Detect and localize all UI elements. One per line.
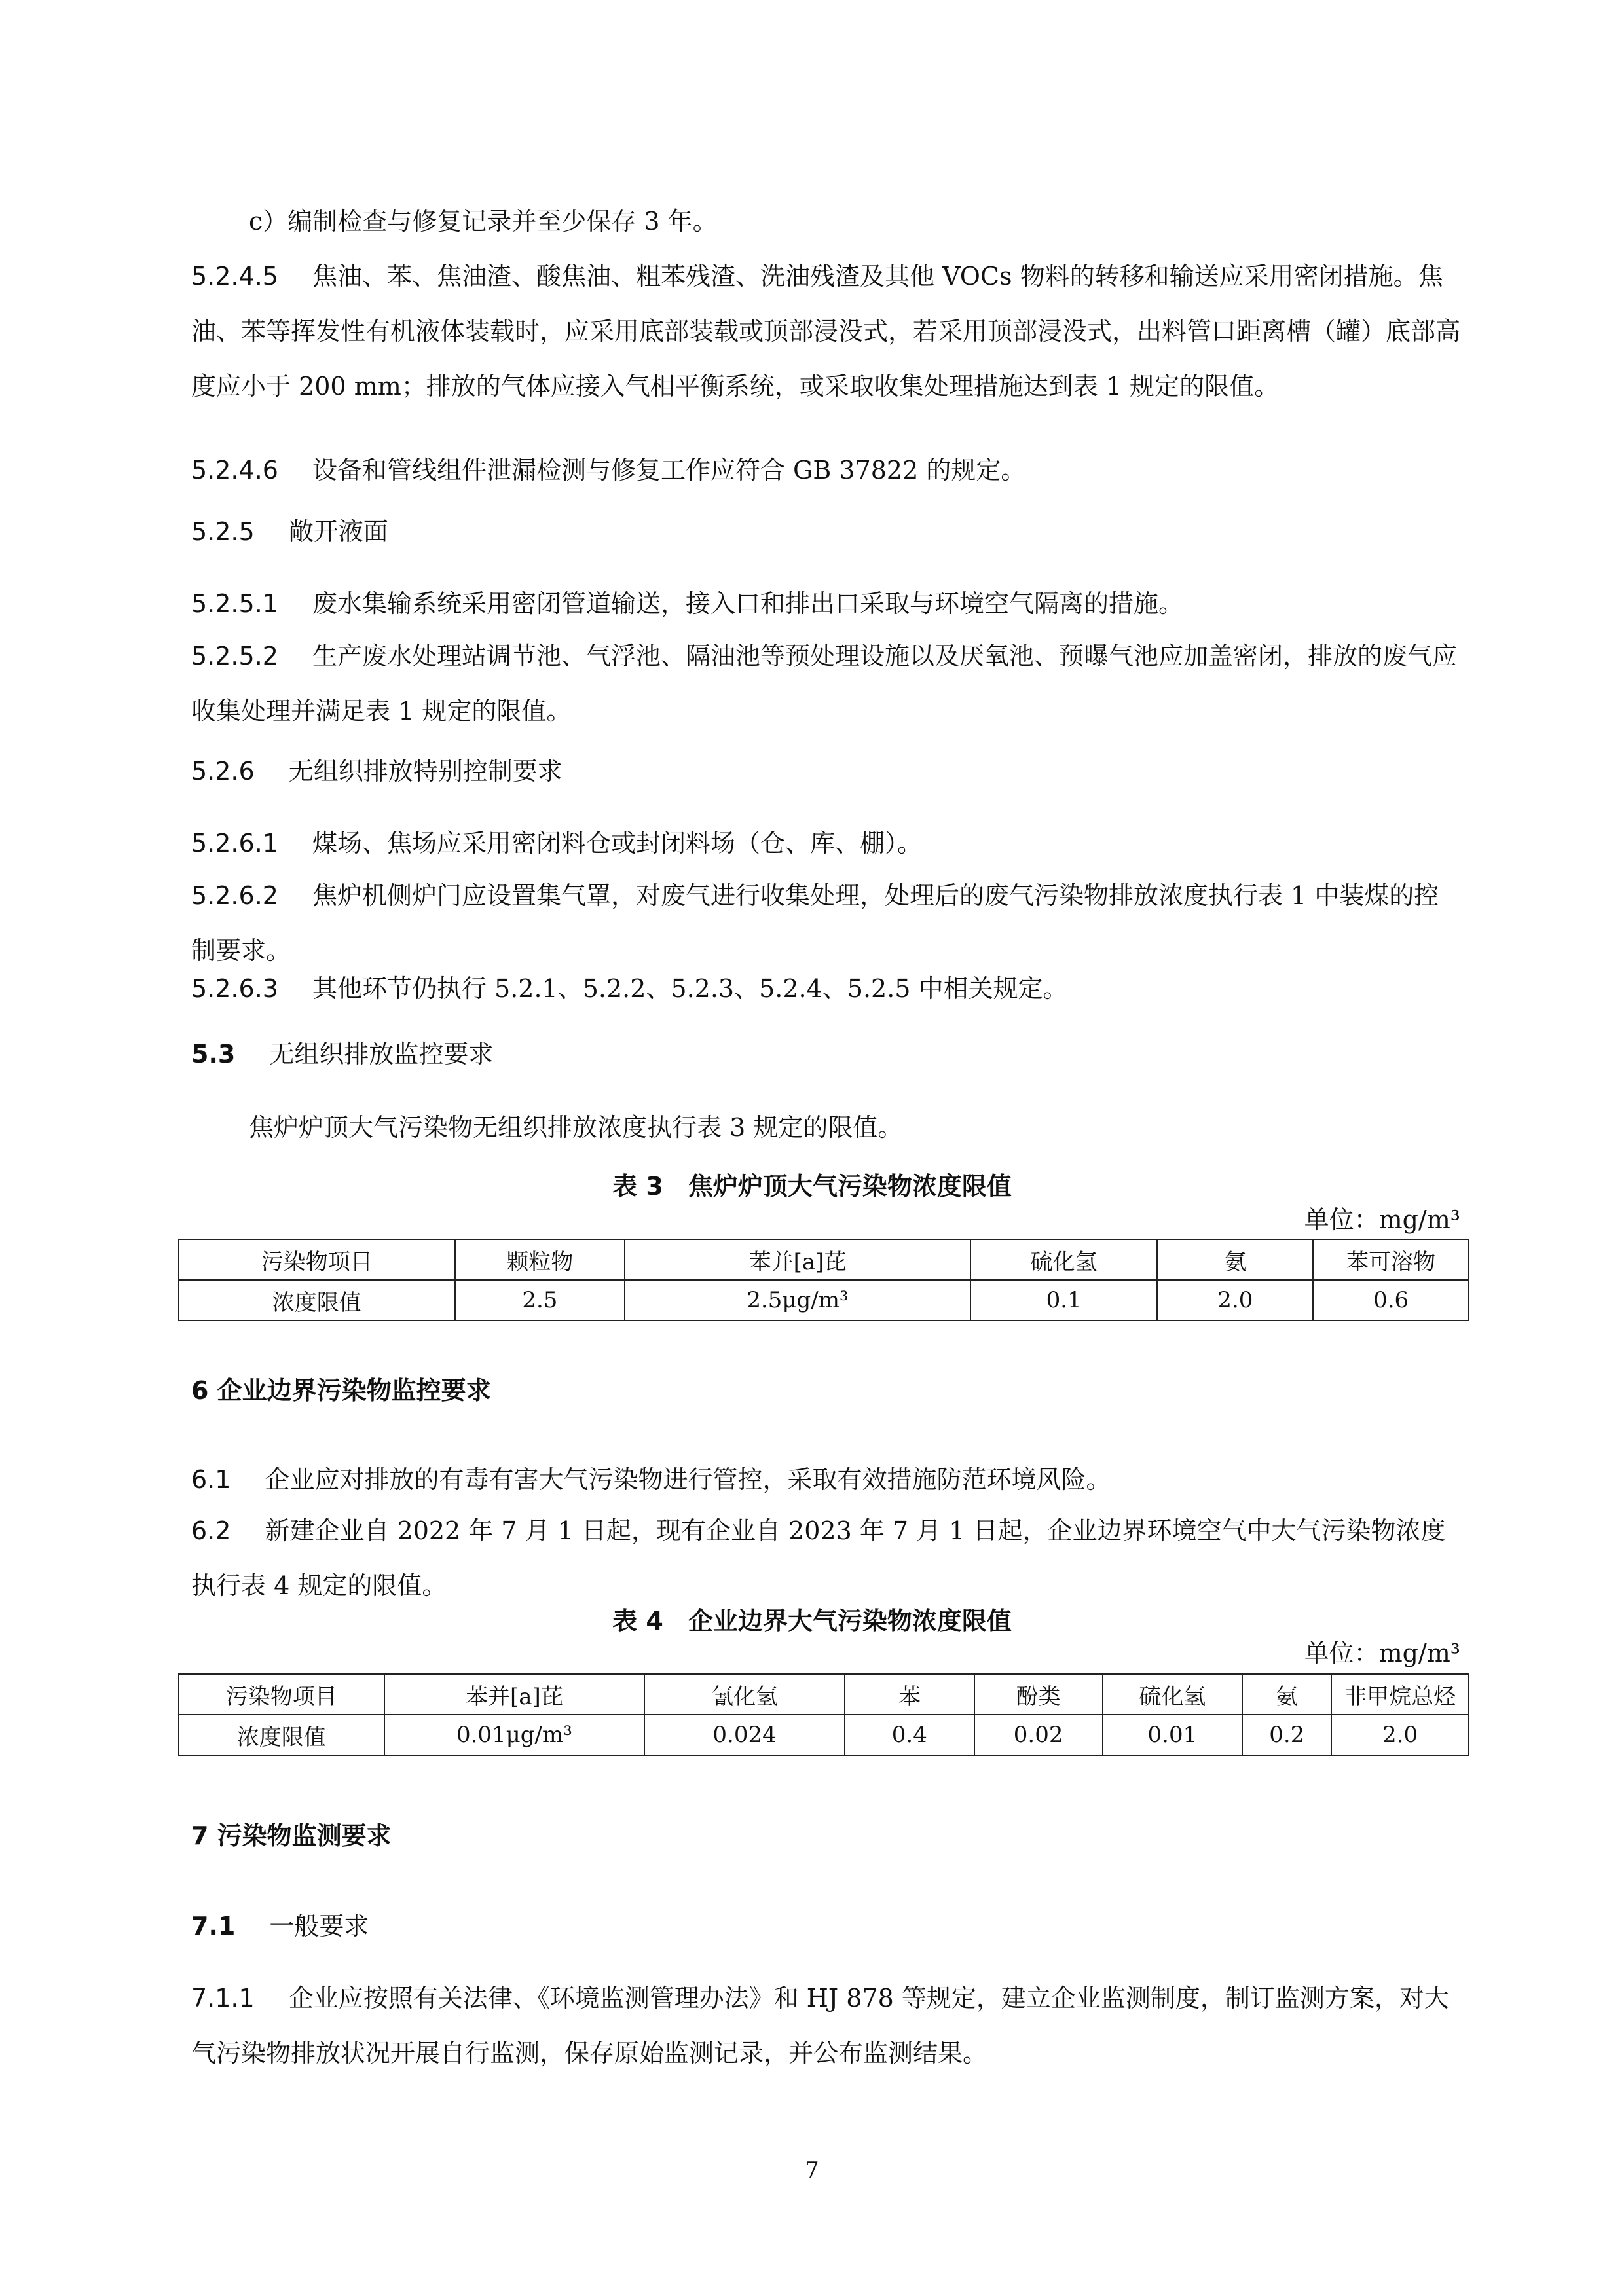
table3 — [178, 1239, 1469, 1321]
heading-6: 6 企业边界污染物监控要求 — [191, 1376, 491, 1405]
table-row — [179, 1674, 1469, 1715]
clause-5-2-6-1 — [191, 816, 922, 871]
table-header-cell: 苯可溶物 — [1313, 1239, 1469, 1280]
clause-5-2-5-2 — [191, 629, 1460, 738]
paragraph-c: c）编制检查与修复记录并至少保存 3 年。 — [249, 207, 718, 236]
table-cell: 0.2 — [1242, 1715, 1331, 1755]
clause-5-2-5-1 — [191, 576, 1183, 631]
paragraph-5-3: 焦炉炉顶大气污染物无组织排放浓度执行表 3 规定的限值。 — [249, 1113, 903, 1142]
clause-5-2-4-5 — [191, 249, 1460, 414]
clause-number: 5.2.5.2 — [191, 642, 278, 670]
page-number: 7 — [805, 2157, 819, 2183]
clause-text: 企业应按照有关法律、《环境监测管理办法》和 HJ 878 等规定，建立企业监测制度，制订监测方案，对大气污染物排放状况开展自行监测，保存原始监测记录，并公布监测结果。 — [191, 1984, 1449, 2068]
table-cell: 2.0 — [1157, 1280, 1313, 1321]
table-cell: 0.1 — [970, 1280, 1158, 1321]
table-cell: 2.0 — [1331, 1715, 1469, 1755]
table-cell: 0.6 — [1313, 1280, 1469, 1321]
clause-number: 6.1 — [191, 1465, 231, 1494]
heading-number: 5.3 — [191, 1040, 236, 1068]
heading-text: 敞开液面 — [288, 517, 388, 546]
heading-7-1 — [191, 1899, 369, 1954]
table-cell: 2.5μg/m³ — [625, 1280, 970, 1321]
clause-text: 新建企业自 2022 年 7 月 1 日起，现有企业自 2023 年 7 月 1 日起，企业边界环境空气中大气污染物浓度执行表 4 规定的限值。 — [191, 1516, 1446, 1600]
clause-text: 企业应对排放的有毒有害大气污染物进行管控，采取有效措施防范环境风险。 — [265, 1465, 1111, 1494]
heading-5-3 — [191, 1027, 493, 1082]
table-row — [179, 1715, 1469, 1755]
table-row — [179, 1239, 1469, 1280]
table-cell: 0.02 — [974, 1715, 1103, 1755]
table-header-cell: 氨 — [1242, 1674, 1331, 1715]
table-row — [179, 1280, 1469, 1321]
table-header-cell: 酚类 — [974, 1674, 1103, 1715]
table-header-cell: 污染物项目 — [179, 1674, 384, 1715]
table-header-cell: 苯 — [845, 1674, 974, 1715]
clause-number: 6.2 — [191, 1516, 231, 1545]
table-cell: 浓度限值 — [179, 1715, 384, 1755]
clause-text: 其他环节仍执行 5.2.1、5.2.2、5.2.3、5.2.4、5.2.5 中相关规定。 — [312, 974, 1068, 1003]
table3-caption: 表 3 焦炉炉顶大气污染物浓度限值 — [612, 1172, 1012, 1201]
heading-number: 5.2.6 — [191, 757, 255, 786]
clause-5-2-4-6 — [191, 443, 1025, 498]
table-header-cell: 苯并[a]芘 — [625, 1239, 970, 1280]
table-cell: 0.01μg/m³ — [384, 1715, 645, 1755]
heading-text: 一般要求 — [269, 1912, 369, 1941]
clause-text: 设备和管线组件泄漏检测与修复工作应符合 GB 37822 的规定。 — [312, 456, 1026, 484]
clause-5-2-6-3 — [191, 961, 1068, 1016]
heading-7: 7 污染物监测要求 — [191, 1821, 392, 1850]
table-header-cell: 氨 — [1157, 1239, 1313, 1280]
table-cell: 2.5 — [455, 1280, 625, 1321]
table4-caption: 表 4 企业边界大气污染物浓度限值 — [612, 1607, 1012, 1635]
clause-6-2 — [191, 1503, 1460, 1613]
clause-number: 5.2.6.2 — [191, 881, 278, 910]
table-header-cell: 颗粒物 — [455, 1239, 625, 1280]
clause-number: 5.2.4.5 — [191, 262, 278, 291]
table-cell: 0.01 — [1103, 1715, 1243, 1755]
table-header-cell: 污染物项目 — [179, 1239, 455, 1280]
clause-number: 5.2.4.6 — [191, 456, 278, 484]
table-header-cell: 非甲烷总烃 — [1331, 1674, 1469, 1715]
table4 — [178, 1673, 1469, 1756]
heading-text: 无组织排放特别控制要求 — [288, 757, 563, 786]
table-header-cell: 硫化氢 — [1103, 1674, 1243, 1715]
table-header-cell: 苯并[a]芘 — [384, 1674, 645, 1715]
clause-number: 5.2.5.1 — [191, 589, 278, 618]
clause-7-1-1 — [191, 1971, 1460, 2081]
heading-text: 无组织排放监控要求 — [269, 1040, 494, 1068]
clause-text: 焦炉机侧炉门应设置集气罩，对废气进行收集处理，处理后的废气污染物排放浓度执行表 1 中装煤的控制要求。 — [191, 881, 1439, 965]
heading-number: 5.2.5 — [191, 517, 255, 546]
table4-unit: 单位：mg/m³ — [1304, 1639, 1460, 1667]
heading-5-2-5 — [191, 504, 388, 559]
table-header-cell: 硫化氢 — [970, 1239, 1158, 1280]
clause-number: 5.2.6.3 — [191, 974, 278, 1003]
heading-5-2-6 — [191, 744, 563, 799]
clause-text: 焦油、苯、焦油渣、酸焦油、粗苯残渣、洗油残渣及其他 VOCs 物料的转移和输送应采用密闭措施。焦油、苯等挥发性有机液体装载时，应采用底部装载或顶部浸没式，若采用顶部浸没式，出料管口距离槽（罐）底部高度应小于 200 mm；排放的气体应接入气相平衡系统，或采取收集处理措施达到表 1 规定的限值。 — [191, 262, 1461, 401]
table-cell: 浓度限值 — [179, 1280, 455, 1321]
clause-number: 5.2.6.1 — [191, 829, 278, 858]
table-cell: 0.024 — [644, 1715, 845, 1755]
clause-6-1 — [191, 1452, 1111, 1507]
clause-number: 7.1.1 — [191, 1984, 255, 2013]
table-cell: 0.4 — [845, 1715, 974, 1755]
clause-text: 煤场、焦场应采用密闭料仓或封闭料场（仓、库、棚）。 — [312, 829, 922, 858]
clause-text: 生产废水处理站调节池、气浮池、隔油池等预处理设施以及厌氧池、预曝气池应加盖密闭，排放的废气应收集处理并满足表 1 规定的限值。 — [191, 642, 1457, 725]
table3-unit: 单位：mg/m³ — [1304, 1205, 1460, 1234]
table-header-cell: 氰化氢 — [644, 1674, 845, 1715]
heading-number: 7.1 — [191, 1912, 236, 1941]
clause-text: 废水集输系统采用密闭管道输送，接入口和排出口采取与环境空气隔离的措施。 — [312, 589, 1183, 618]
